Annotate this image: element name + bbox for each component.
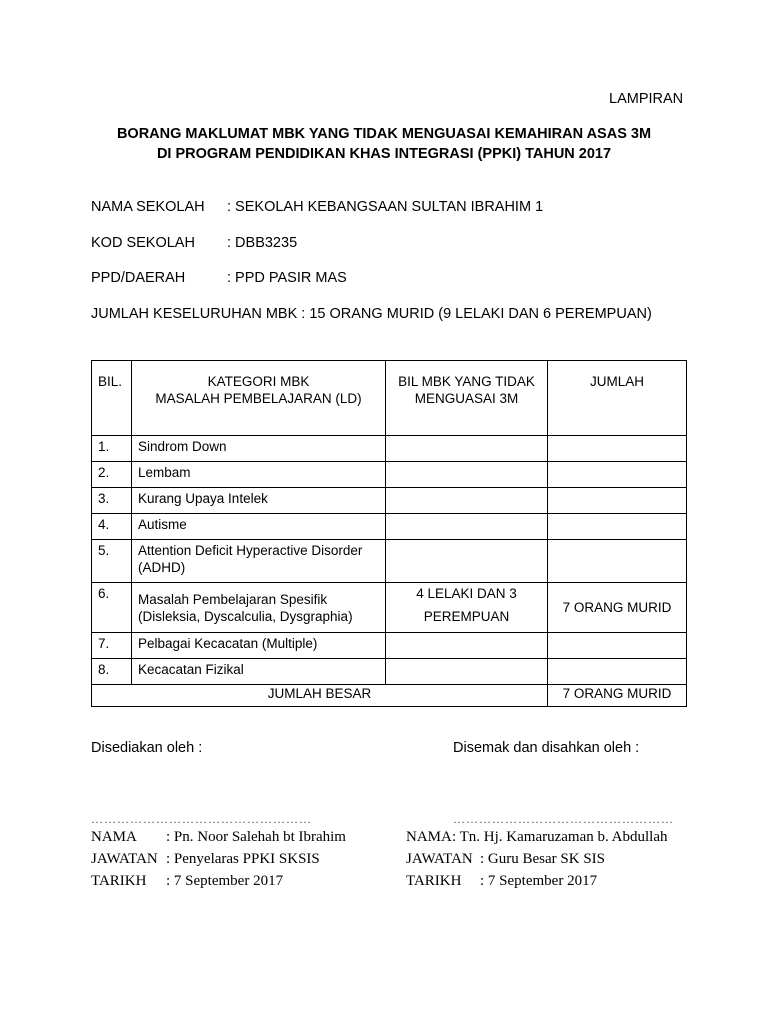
row-number: 5. — [92, 540, 132, 583]
prepared-by-heading: Disediakan oleh : — [91, 740, 203, 756]
header-kategori-line-1: KATEGORI MBK — [207, 374, 310, 389]
row-bil-mbk — [386, 583, 548, 633]
right-nama-label: NAMA — [406, 829, 452, 845]
row-bil-mbk — [386, 659, 548, 685]
row-bil-mbk — [386, 633, 548, 659]
row-jumlah: 7 ORANG MURID — [548, 583, 687, 633]
row-bil-mbk-line-2: PEREMPUAN — [423, 609, 510, 624]
table-total-row — [92, 685, 687, 707]
row-number: 6. — [92, 583, 132, 633]
school-code-label: KOD SEKOLAH — [91, 235, 195, 251]
left-nama-label: NAMA — [91, 829, 137, 845]
total-value: 7 ORANG MURID — [548, 685, 687, 707]
row-category: Pelbagai Kecacatan (Multiple) — [132, 633, 386, 659]
district-value: : PPD PASIR MAS — [227, 270, 347, 286]
row-jumlah — [548, 659, 687, 685]
row-number: 1. — [92, 436, 132, 462]
row-category-line-2: (Disleksia, Dyscalculia, Dysgraphia) — [138, 608, 353, 624]
left-tarikh-value: : 7 September 2017 — [166, 873, 284, 889]
row-category-line-2: (ADHD) — [138, 560, 186, 575]
school-name-label: NAMA SEKOLAH — [91, 199, 205, 215]
left-nama-value: : Pn. Noor Salehah bt Ibrahim — [166, 829, 346, 845]
table-row — [92, 488, 687, 514]
right-jawatan-value: : Guru Besar SK SIS — [480, 851, 606, 867]
total-label: JUMLAH BESAR — [92, 685, 548, 707]
verified-by-heading: Disemak dan disahkan oleh : — [453, 740, 640, 756]
row-category: Kecacatan Fizikal — [132, 659, 386, 685]
right-signature-line: …………………………………………… — [453, 812, 674, 826]
form-title-line-2: DI PROGRAM PENDIDIKAN KHAS INTEGRASI (PPKI) TAHUN 2017 — [156, 146, 612, 162]
table-row — [92, 462, 687, 488]
right-nama-value: : Tn. Hj. Kamaruzaman b. Abdullah — [452, 829, 668, 845]
left-tarikh-label: TARIKH — [91, 873, 147, 889]
right-tarikh-label: TARIKH — [406, 873, 462, 889]
header-bil-mbk — [386, 361, 548, 436]
row-number: 7. — [92, 633, 132, 659]
row-jumlah — [548, 436, 687, 462]
row-bil-mbk — [386, 540, 548, 583]
row-bil-mbk — [386, 436, 548, 462]
row-jumlah — [548, 514, 687, 540]
row-category: Sindrom Down — [132, 436, 386, 462]
left-jawatan-label: JAWATAN — [91, 851, 158, 867]
table-row — [92, 514, 687, 540]
row-category: Lembam — [132, 462, 386, 488]
header-bil-mbk-line-2: MENGUASAI 3M — [414, 391, 519, 406]
row-jumlah — [548, 633, 687, 659]
row-jumlah — [548, 462, 687, 488]
district-label: PPD/DAERAH — [91, 270, 186, 286]
table-row — [92, 633, 687, 659]
form-title-line-1: BORANG MAKLUMAT MBK YANG TIDAK MENGUASAI KEMAHIRAN ASAS 3M — [116, 126, 652, 142]
header-bil-mbk-line-1: BIL MBK YANG TIDAK — [398, 374, 535, 389]
left-signature-line: …………………………………………… — [91, 812, 312, 826]
row-jumlah — [548, 488, 687, 514]
row-jumlah — [548, 540, 687, 583]
right-tarikh-value: : 7 September 2017 — [480, 873, 598, 889]
school-name-value: : SEKOLAH KEBANGSAAN SULTAN IBRAHIM 1 — [227, 199, 544, 215]
header-kategori-line-2: MASALAH PEMBELAJARAN (LD) — [155, 391, 362, 406]
row-bil-mbk — [386, 514, 548, 540]
row-number: 8. — [92, 659, 132, 685]
row-bil-mbk — [386, 488, 548, 514]
table-row — [92, 659, 687, 685]
table-row — [92, 540, 687, 583]
row-category-line-1: Attention Deficit Hyperactive Disorder — [138, 543, 363, 558]
row-category: Autisme — [132, 514, 386, 540]
header-kategori — [132, 361, 386, 436]
table-header-row — [92, 361, 687, 436]
row-number: 3. — [92, 488, 132, 514]
row-category-line-1: Masalah Pembelajaran Spesifik — [138, 591, 328, 607]
row-bil-mbk-line-1: 4 LELAKI DAN 3 — [416, 586, 517, 601]
row-category — [132, 540, 386, 583]
table-row — [92, 436, 687, 462]
school-code-value: : DBB3235 — [227, 235, 298, 251]
header-bil: BIL. — [92, 361, 132, 436]
row-bil-mbk — [386, 462, 548, 488]
right-jawatan-label: JAWATAN — [406, 851, 473, 867]
mbk-table — [91, 360, 687, 707]
row-category: Kurang Upaya Intelek — [132, 488, 386, 514]
total-mbk-summary: JUMLAH KESELURUHAN MBK : 15 ORANG MURID (9 LELAKI DAN 6 PEREMPUAN) — [91, 306, 652, 322]
header-jumlah: JUMLAH — [548, 361, 687, 436]
row-number: 4. — [92, 514, 132, 540]
row-number: 2. — [92, 462, 132, 488]
left-jawatan-value: : Penyelaras PPKI SKSIS — [166, 851, 320, 867]
lampiran-label: LAMPIRAN — [609, 91, 684, 107]
table-row — [92, 583, 687, 633]
row-category — [132, 583, 386, 633]
